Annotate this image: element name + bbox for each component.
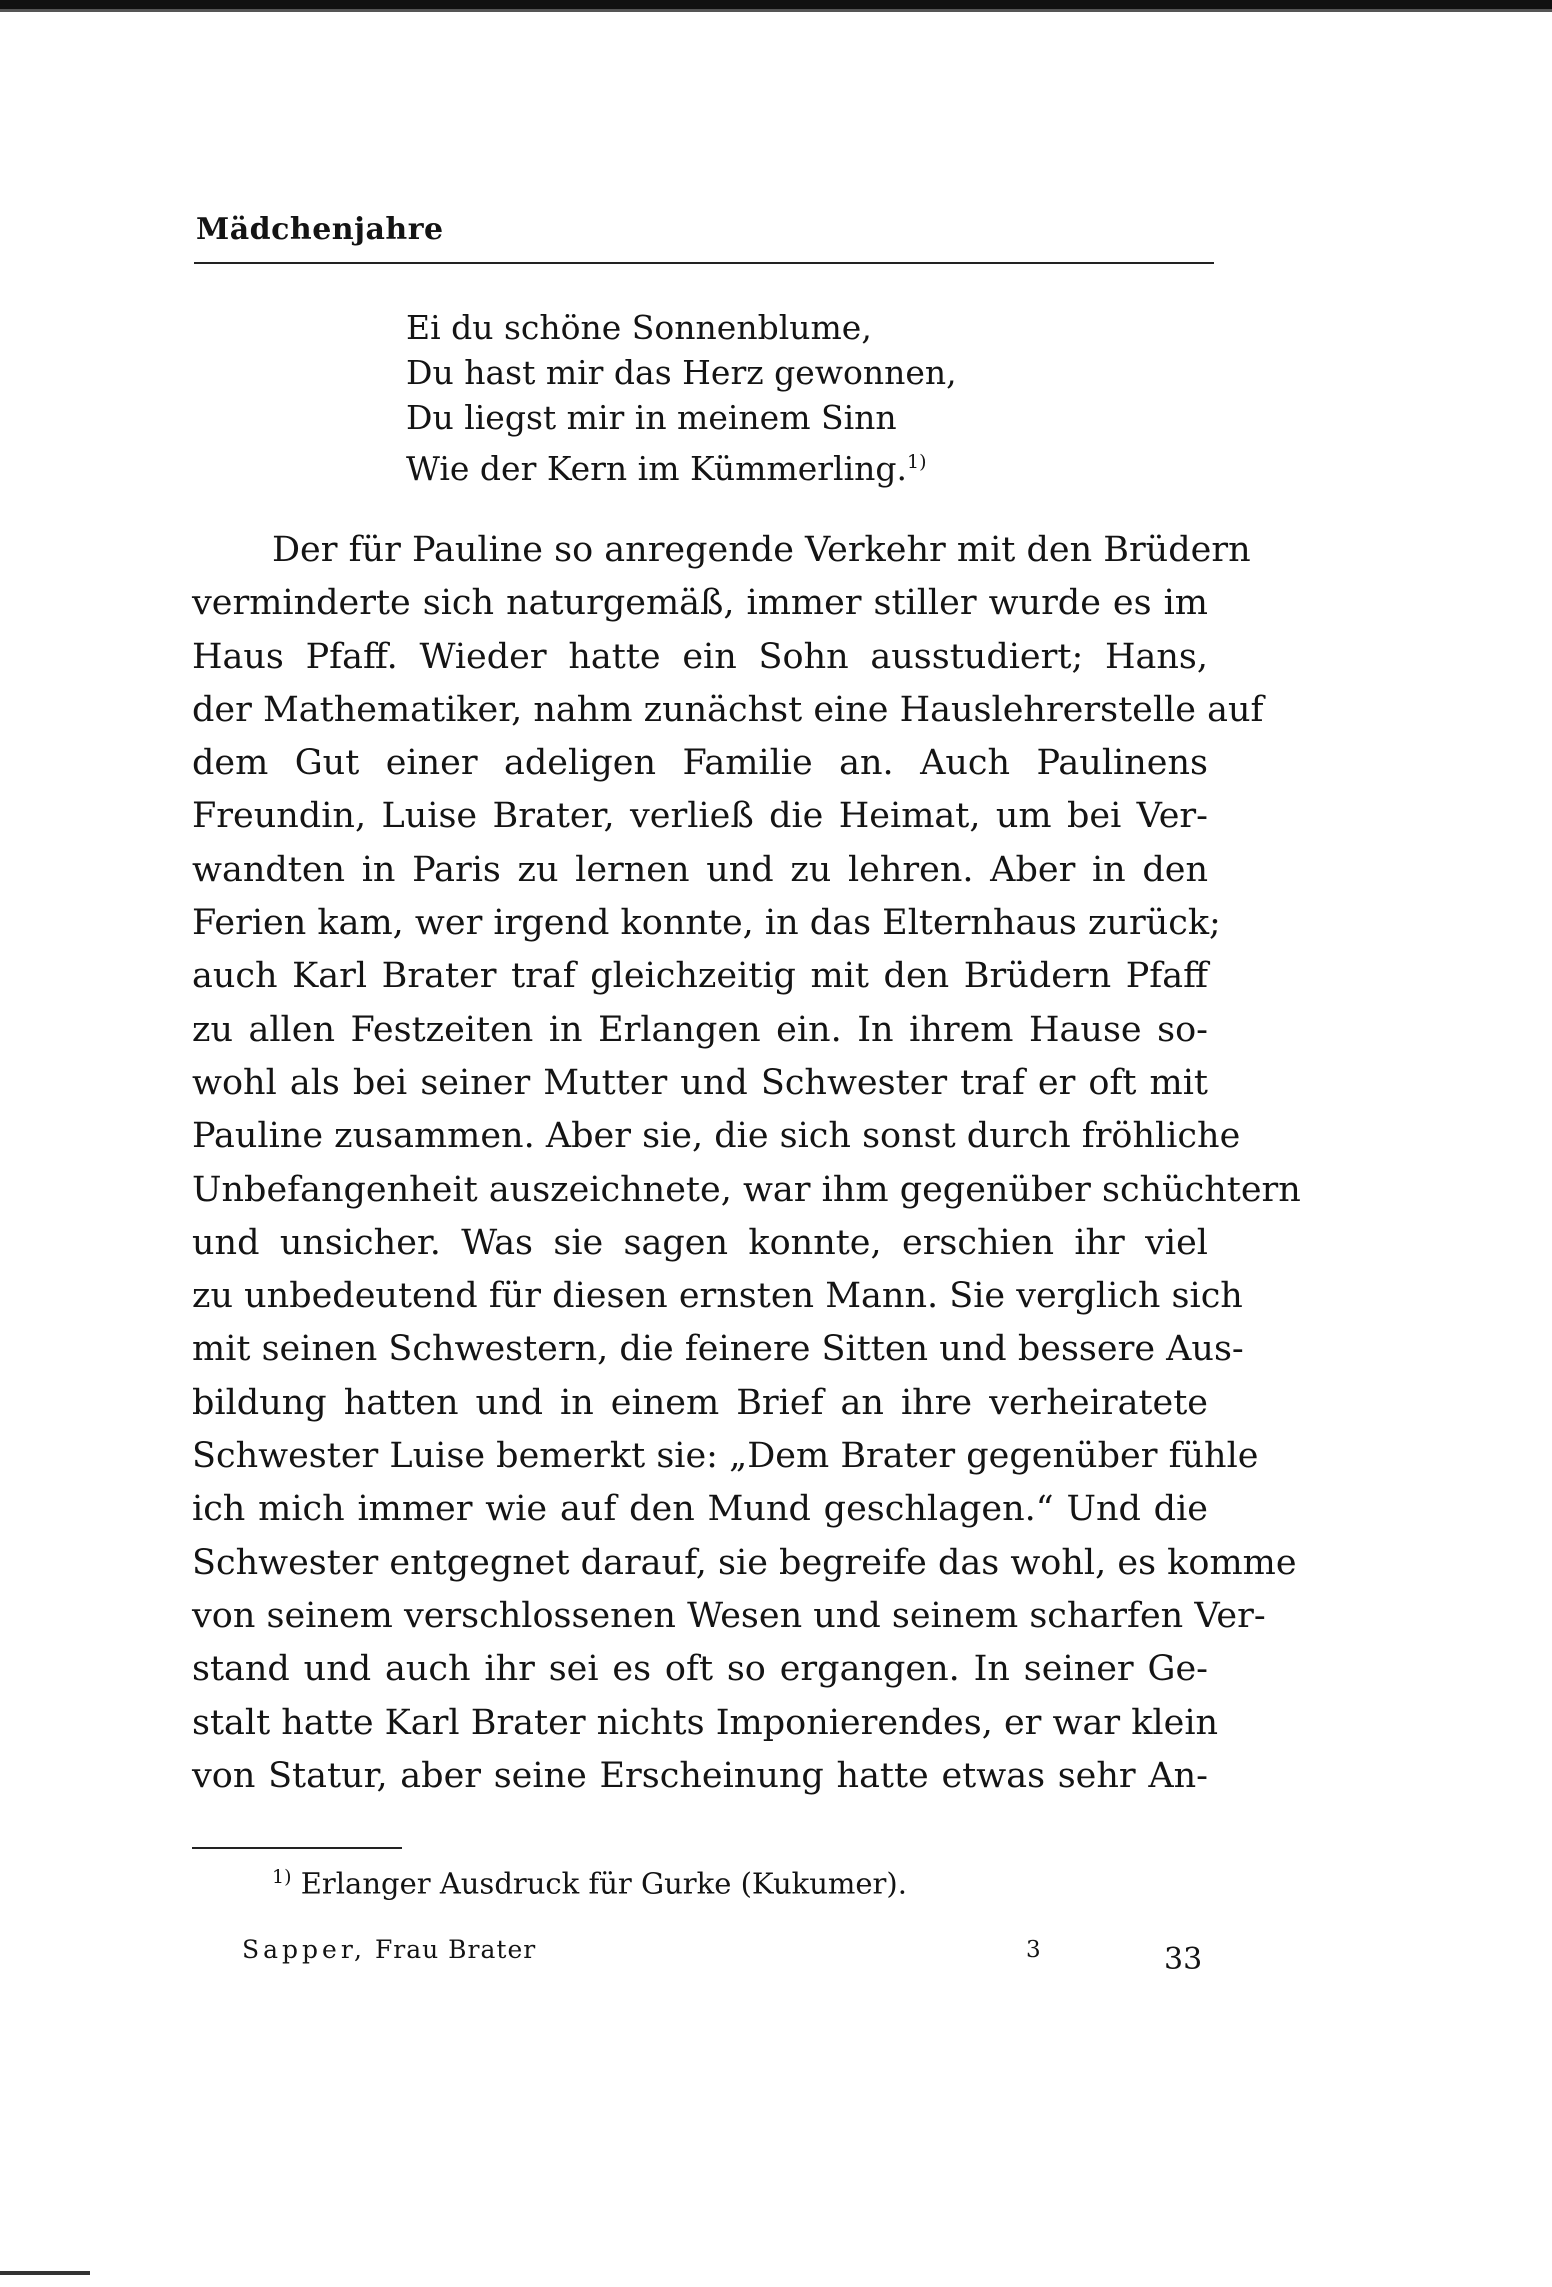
signature-author: Sapper,: [242, 1935, 366, 1964]
footnote-marker: 1): [907, 451, 927, 473]
text-line: von Statur, aber seine Erscheinung hatte etwas sehr An-: [192, 1755, 1208, 1796]
text-line: der Mathematiker, nahm zunächst eine Hauslehrerstelle auf: [192, 689, 1264, 730]
sheet-number: 3: [1026, 1937, 1041, 1963]
printer-signature: [242, 1935, 536, 1964]
text-line: Schwester entgegnet darauf, sie begreife das wohl, es komme: [192, 1542, 1297, 1583]
text-line: ich mich immer wie auf den Mund geschlagen.“ Und die: [192, 1489, 1208, 1530]
text-line: mit seinen Schwestern, die feinere Sitten und bessere Aus-: [192, 1329, 1244, 1370]
verse-line: Du hast mir das Herz gewonnen,: [406, 353, 957, 392]
text-line: Haus Pfaff. Wieder hatte ein Sohn ausstudiert; Hans,: [192, 636, 1208, 677]
text-line: wohl als bei seiner Mutter und Schwester traf er oft mit: [192, 1062, 1208, 1103]
verse-line: Du liegst mir in meinem Sinn: [406, 398, 897, 437]
text-line: Freundin, Luise Brater, verließ die Heimat, um bei Ver-: [192, 796, 1208, 837]
text-line: Ferien kam, wer irgend konnte, in das Elternhaus zurück;: [192, 903, 1221, 944]
text-line: stalt hatte Karl Brater nichts Imponierendes, er war klein: [192, 1702, 1219, 1743]
footnote-text: Erlanger Ausdruck für Gurke (Kukumer).: [300, 1866, 907, 1901]
text-line: und unsicher. Was sie sagen konnte, erschien ihr viel: [192, 1222, 1208, 1263]
text-line: Der für Pauline so anregende Verkehr mit den Brüdern: [272, 530, 1251, 570]
verse-block: [406, 305, 957, 491]
signature-title: Frau Brater: [374, 1935, 537, 1964]
header-rule: [194, 262, 1214, 264]
verse-line: Wie der Kern im Kümmerling.$^{1)}$: [406, 449, 927, 488]
text-line: von seinem verschlossenen Wesen und seinem scharfen Ver-: [192, 1595, 1266, 1636]
text-line: Unbefangenheit auszeichnete, war ihm gegenüber schüchtern: [192, 1169, 1301, 1210]
text-line: zu unbedeutend für diesen ernsten Mann. Sie verglich sich: [192, 1276, 1243, 1317]
footnote: [272, 1866, 907, 1901]
footnote-marker: 1): [272, 1866, 292, 1888]
text-line: dem Gut einer adeligen Familie an. Auch Paulinens: [192, 743, 1208, 784]
page-number: 33: [1164, 1942, 1203, 1977]
text-line: zu allen Festzeiten in Erlangen ein. In ihrem Hause so-: [192, 1009, 1208, 1050]
text-line: auch Karl Brater traf gleichzeitig mit den Brüdern Pfaff: [192, 956, 1208, 997]
text-line: Pauline zusammen. Aber sie, die sich sonst durch fröhliche: [192, 1116, 1241, 1157]
scan-edge-mark: [0, 2271, 90, 2275]
text-line: stand und auch ihr sei es oft so ergangen. In seiner Ge-: [192, 1649, 1208, 1690]
footnote-rule: [192, 1847, 402, 1849]
body-paragraph: [192, 524, 1301, 1803]
text-line: Schwester Luise bemerkt sie: „Dem Brater gegenüber fühle: [192, 1436, 1259, 1477]
top-border-rule: [0, 0, 1552, 9]
text-line: bildung hatten und in einem Brief an ihre verheiratete: [192, 1382, 1208, 1423]
text-line: verminderte sich naturgemäß, immer stiller wurde es im: [192, 583, 1208, 624]
verse-line: Ei du schöne Sonnenblume,: [406, 308, 872, 347]
running-head: Mädchenjahre: [196, 212, 444, 247]
text-line: wandten in Paris zu lernen und zu lehren. Aber in den: [192, 849, 1208, 890]
